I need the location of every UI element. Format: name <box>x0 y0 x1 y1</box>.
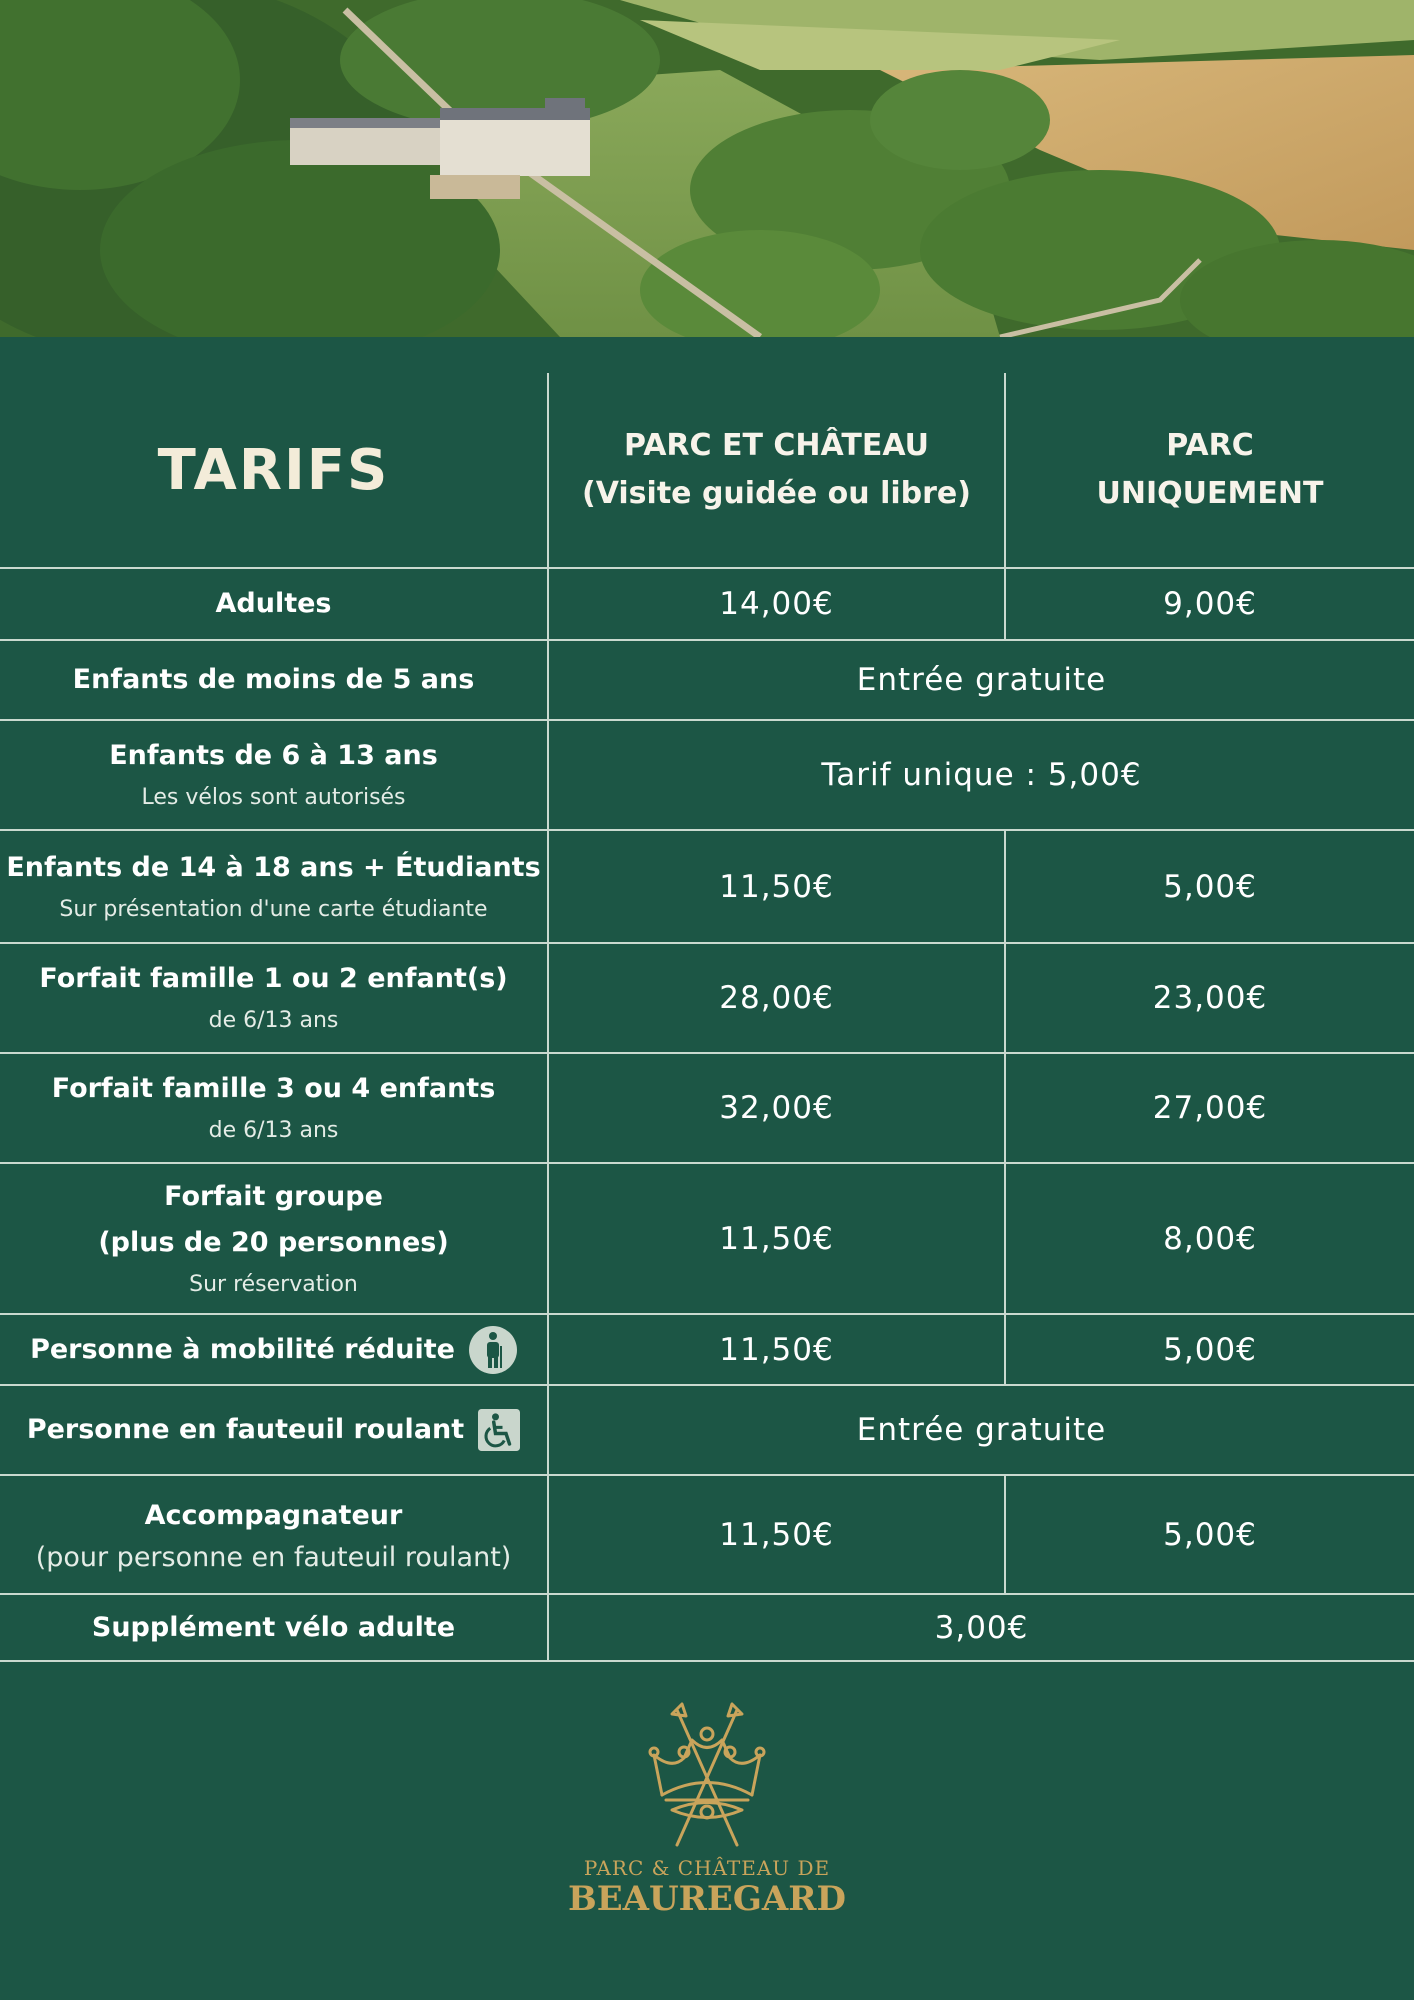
logo-text-line1: PARC & CHÂTEAU DE <box>583 1856 831 1880</box>
row-sublabel: Sur présentation d'une carte étudiante <box>59 896 488 922</box>
price-single: 3,00€ <box>934 1609 1029 1646</box>
row-label: Forfait famille 1 ou 2 enfant(s) <box>39 963 508 994</box>
row-label: Supplément vélo adulte <box>91 1611 456 1643</box>
tarifs-title-cell <box>0 373 548 568</box>
price-parc: 23,00€ <box>1152 980 1268 1016</box>
price-parc: 5,00€ <box>1163 1516 1257 1553</box>
table-header-row <box>0 373 1414 568</box>
hero-aerial-photo <box>0 0 1414 337</box>
row-sublabel: Sur réservation <box>189 1271 358 1297</box>
table-row <box>0 830 1414 943</box>
table-row <box>0 640 1414 720</box>
table-row <box>0 1385 1414 1475</box>
row-sublabel: de 6/13 ans <box>208 1008 339 1033</box>
table-row <box>0 943 1414 1053</box>
table-row <box>0 1475 1414 1594</box>
column-header-line: PARC <box>1166 428 1254 463</box>
row-label: Forfait famille 3 ou 4 enfants <box>51 1073 496 1104</box>
price-parc: 8,00€ <box>1163 1220 1257 1257</box>
table-row <box>0 568 1414 640</box>
table-row <box>0 1594 1414 1661</box>
table-row <box>0 1053 1414 1163</box>
row-label: Enfants de moins de 5 ans <box>72 664 475 695</box>
brand-logo <box>557 1700 857 1918</box>
price-parc-chateau: 11,50€ <box>719 868 834 905</box>
column-header-line: UNIQUEMENT <box>1096 476 1324 511</box>
row-label: Enfants de 6 à 13 ans <box>109 740 438 771</box>
row-label: Personne à mobilité réduite <box>30 1333 455 1365</box>
logo-text-line2: BEAUREGARD <box>567 1879 846 1919</box>
row-sublabel: de 6/13 ans <box>208 1118 339 1143</box>
price-parc-chateau: 11,50€ <box>719 1331 834 1368</box>
row-label: Forfait groupe <box>164 1180 383 1212</box>
price-single: Entrée gratuite <box>856 1412 1107 1448</box>
tarifs-table <box>0 373 1414 1662</box>
column-header-line: (Visite guidée ou libre) <box>582 476 971 511</box>
crown-icon <box>632 1700 782 1850</box>
reduced-mobility-icon <box>469 1326 517 1374</box>
price-parc-chateau: 32,00€ <box>719 1090 834 1126</box>
price-parc-chateau: 11,50€ <box>719 1516 834 1553</box>
price-parc: 9,00€ <box>1163 586 1257 622</box>
row-label: Adultes <box>215 588 332 619</box>
price-parc: 27,00€ <box>1152 1090 1268 1126</box>
table-row <box>0 720 1414 830</box>
price-parc-chateau: 14,00€ <box>719 586 834 622</box>
row-label: Personne en fauteuil roulant <box>26 1414 465 1445</box>
price-single: Entrée gratuite <box>856 662 1107 698</box>
wheelchair-icon <box>478 1409 520 1451</box>
column-header-line: PARC ET CHÂTEAU <box>623 428 930 463</box>
table-row <box>0 1163 1414 1314</box>
row-label: Enfants de 14 à 18 ans + Étudiants <box>6 851 541 883</box>
price-parc: 5,00€ <box>1163 868 1257 905</box>
table-row <box>0 1314 1414 1385</box>
column-header-parc <box>1005 373 1414 568</box>
row-label: Accompagnateur <box>144 1499 403 1531</box>
column-header-parc-chateau <box>548 373 1005 568</box>
price-parc-chateau: 28,00€ <box>719 980 834 1016</box>
price-parc-chateau: 11,50€ <box>719 1220 834 1257</box>
page-title: TARIFS <box>157 437 390 503</box>
price-parc: 5,00€ <box>1163 1331 1257 1368</box>
row-sublabel: (pour personne en fauteuil roulant) <box>35 1541 512 1573</box>
row-label-line2: (plus de 20 personnes) <box>98 1226 449 1258</box>
price-single: Tarif unique : 5,00€ <box>821 757 1142 793</box>
row-sublabel: Les vélos sont autorisés <box>141 785 406 810</box>
